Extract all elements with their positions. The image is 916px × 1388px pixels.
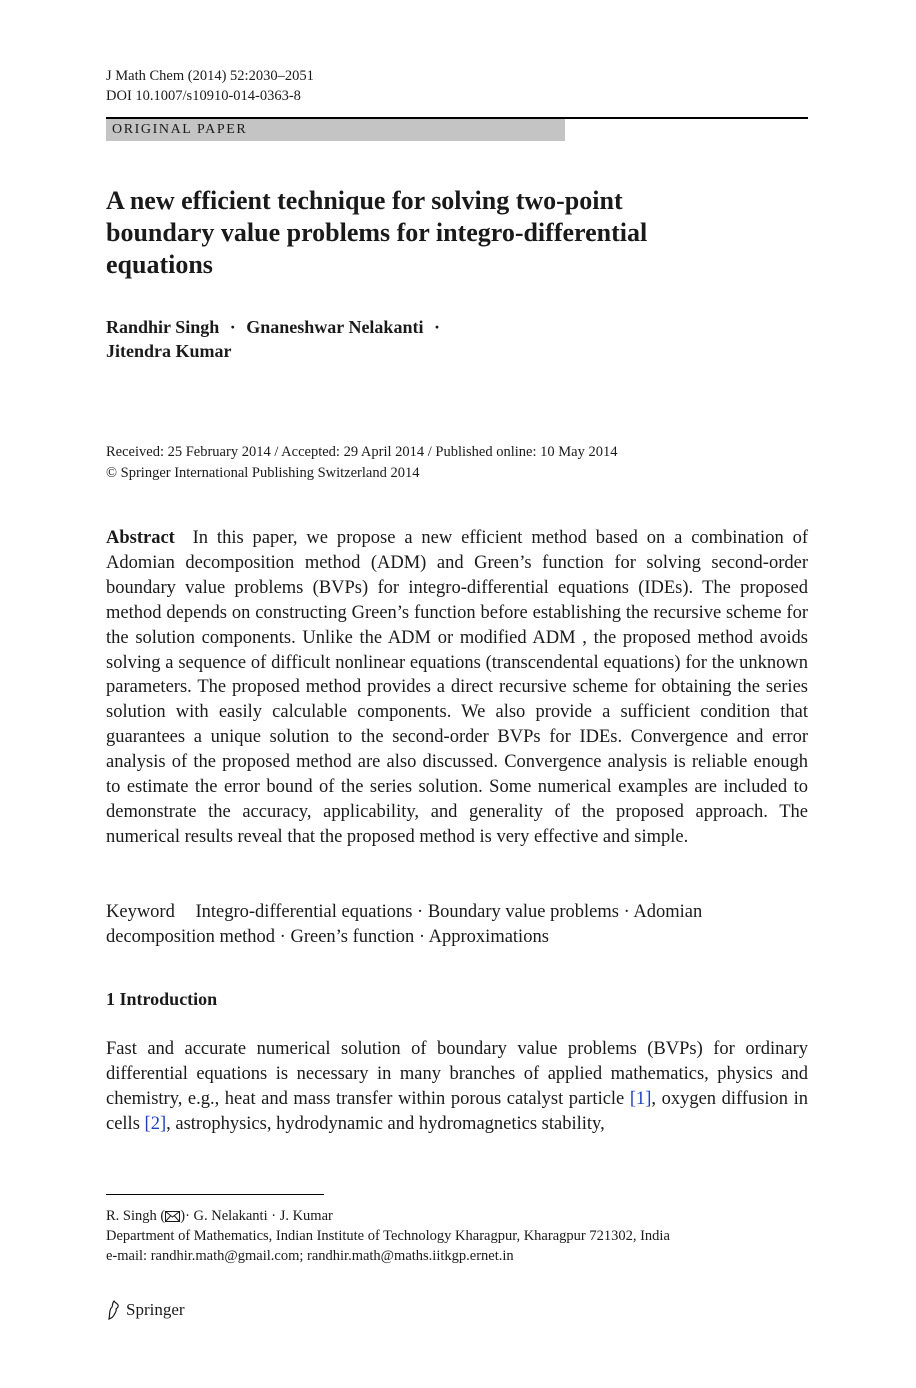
keywords-text: Integro-differential equations · Boundary value problems · Adomian decomposition method · Green’s function · Approximations: [106, 902, 703, 947]
publisher-name: Springer: [126, 1300, 185, 1319]
doi[interactable]: DOI 10.1007/s10910-014-0363-8: [106, 88, 301, 104]
paper-type-banner: ORIGINAL PAPER: [106, 119, 565, 141]
section-number: 1: [106, 989, 115, 1009]
author-list: [106, 315, 726, 363]
author-separator: ·: [229, 317, 236, 337]
abstract-label: Abstract: [106, 528, 175, 548]
coauthors: · G. Nelakanti · J. Kumar: [185, 1208, 333, 1224]
author-3[interactable]: Jitendra Kumar: [106, 341, 232, 361]
corresponding-author: R. Singh: [106, 1208, 157, 1224]
intro-text: , oxygen diffusion in cells: [106, 1089, 808, 1134]
abstract: [106, 526, 808, 850]
springer-horse-icon: [106, 1300, 122, 1320]
journal-citation: J Math Chem (2014) 52:2030–2051: [106, 68, 314, 84]
journal-header: [106, 66, 314, 106]
citation-link[interactable]: [2]: [144, 1114, 167, 1134]
copyright: © Springer International Publishing Switzerland 2014: [106, 465, 420, 481]
footnote-authors: R. Singh ( )· G. Nelakanti · J. Kumar: [106, 1208, 333, 1224]
section-title: Introduction: [119, 989, 218, 1009]
email[interactable]: e-mail: randhir.math@gmail.com; randhir.math@maths.iitkgp.ernet.in: [106, 1248, 514, 1264]
author-separator: ·: [433, 317, 440, 337]
intro-paragraph: [106, 1037, 808, 1137]
author-1[interactable]: Randhir Singh: [106, 317, 220, 337]
intro-text: Fast and accurate numerical solution of boundary value problems (BVPs) for ordinary differential equations is necessary in many branches of applied mathematics, physics and chemistry, e.g., heat and mass transfer within porous catalyst particle: [106, 1039, 808, 1109]
footnote-rule: [106, 1194, 324, 1195]
abstract-text: In this paper, we propose a new efficient method based on a combination of Adomian decomposition method (ADM) and Green’s function for solving second-order boundary value problems (BVPs) for integro-differential equations (IDEs). The proposed method depends on constructing Green’s function before establishing the recursive scheme for the solution components. Unlike the ADM or modified ADM , the proposed method avoids solving a sequence of difficult nonlinear equations (transcendental equations) for the unknown parameters. The proposed method provides a direct recursive scheme for obtaining the series solution with easily calculable components. We also provide a sufficient condition that guarantees a unique solution to the second-order BVPs for IDEs. Convergence and error analysis of the proposed method are also discussed. Convergence analysis is reliable enough to estimate the error bound of the series solution. Some numerical examples are included to demonstrate the accuracy, applicability, and generality of the proposed approach. The numerical results reveal that the proposed method is very effective and simple.: [106, 528, 808, 847]
paper-title: A new efficient technique for solving two-point boundary value problems for integro-differential equations: [106, 186, 648, 279]
history-dates: Received: 25 February 2014 / Accepted: 29 April 2014 / Published online: 10 May 2014: [106, 444, 618, 460]
envelope-icon[interactable]: [165, 1211, 180, 1222]
citation-link[interactable]: [1]: [629, 1089, 652, 1109]
publisher-logo: [106, 1299, 185, 1321]
author-2[interactable]: Gnaneshwar Nelakanti: [246, 317, 424, 337]
keywords-label: Keyword: [106, 902, 175, 922]
footnote: [106, 1206, 808, 1266]
section-heading: [106, 987, 217, 1011]
affiliation: Department of Mathematics, Indian Institute of Technology Kharagpur, Kharagpur 721302, India: [106, 1228, 670, 1244]
intro-text: , astrophysics, hydrodynamic and hydromagnetics stability,: [166, 1114, 605, 1134]
publication-dates: [106, 442, 808, 484]
keywords: [106, 900, 808, 950]
